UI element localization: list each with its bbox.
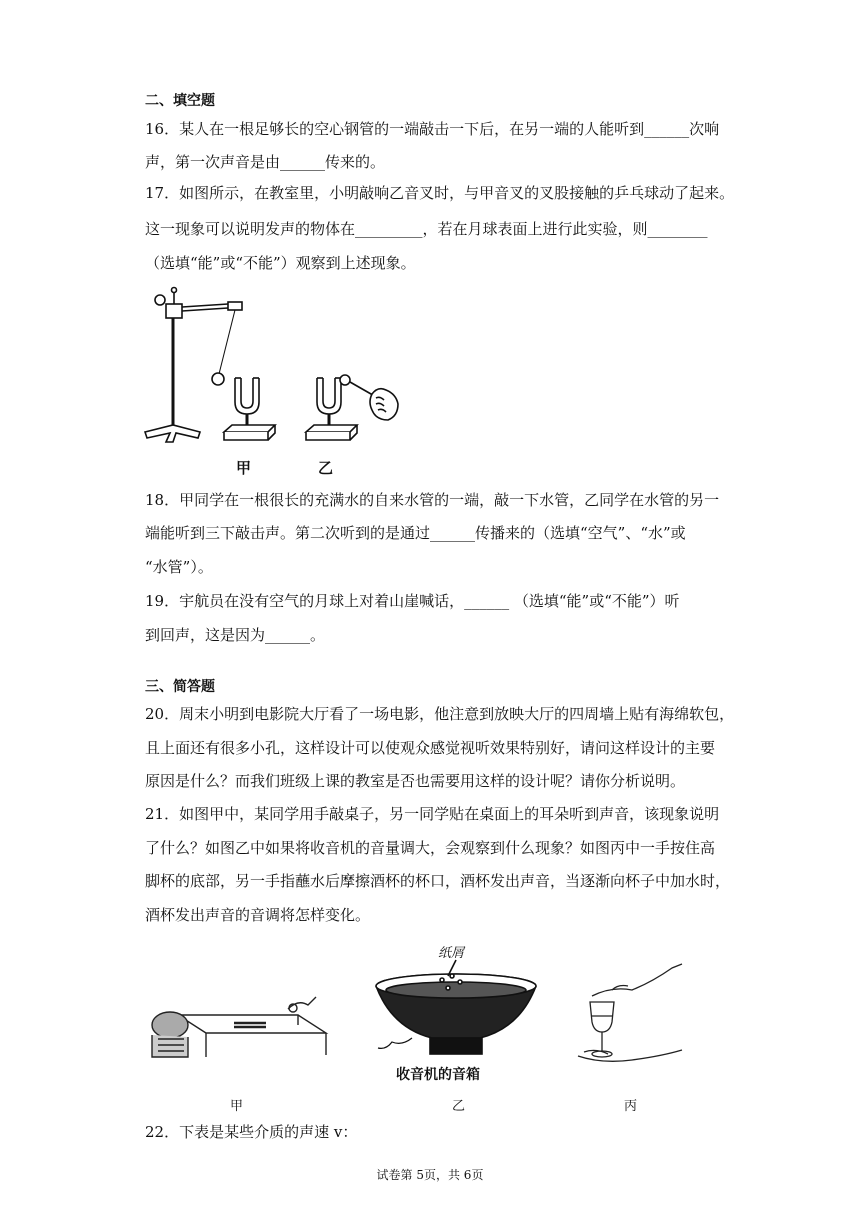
desk-knock-drawing [148,995,338,1065]
figure-caption-yi: 乙 [452,1099,466,1114]
question-21-line-3: 脚杯的底部，另一手指蘸水后摩擦酒杯的杯口，酒杯发出声音，当逐渐向杯子中加水时， [145,872,731,890]
question-19-line-1: 19．宇航员在没有空气的月球上对着山崖喊话，______ （选填“能”或“不能”）听 [145,592,680,610]
speaker-label: 收音机的音箱 [396,1067,480,1083]
question-17-line-1: 17．如图所示，在教室里，小明敲响乙音叉时，与甲音叉的叉股接触的乒乓球动了起来。 [145,184,735,202]
question-21-line-2: 了什么？如图乙中如果将收音机的音量调大，会观察到什么现象？如图丙中一手按住高 [145,839,716,857]
question-20-line-3: 原因是什么？而我们班级上课的教室是否也需要用这样的设计呢？请你分析说明。 [145,772,686,790]
question-22-line-1: 22．下表是某些介质的声速 v： [145,1123,358,1141]
question-21-line-4: 酒杯发出声音的音调将怎样变化。 [145,906,371,924]
question-18-line-1: 18．甲同学在一根很长的充满水的自来水管的一端，敲一下水管，乙同学在水管的另一 [145,491,720,509]
speaker-bowl-figure [372,938,540,1088]
fork-label-jia: 甲 [236,459,252,477]
tuning-fork-diagram [140,282,410,478]
wine-glass-drawing [572,960,688,1070]
question-18-line-3: “水管”）。 [145,558,213,576]
question-17-line-3: （选填“能”或“不能”）观察到上述现象。 [145,254,416,272]
question-16-line-1: 16．某人在一根足够长的空心钢管的一端敲击一下后，在另一端的人能听到______次响 [145,120,720,138]
figure-caption-jia: 甲 [230,1099,244,1114]
question-20-line-1: 20．周末小明到电影院大厅看了一场电影，他注意到放映大厅的四周墙上贴有海绵软包， [145,705,735,723]
desk-knock-figure [148,995,338,1065]
question-20-line-2: 且上面还有很多小孔，这样设计可以使观众感觉视听效果特别好，请问这样设计的主要 [145,739,716,757]
tuning-fork-figure [140,282,410,478]
question-19-line-2: 到回声，这是因为______。 [145,626,326,644]
page-footer: 试卷第 5页，共 6页 [376,1168,484,1182]
wine-glass-figure [572,960,688,1070]
question-21-line-1: 21．如图甲中，某同学用手敲桌子，另一同学贴在桌面上的耳朵听到声音，该现象说明 [145,805,720,823]
question-18-line-2: 端能听到三下敲击声。第二次听到的是通过______传播来的（选填“空气”、“水”或 [145,524,686,542]
question-16-line-2: 声，第一次声音是由______传来的。 [145,153,386,171]
figure-caption-bing: 丙 [624,1099,638,1114]
section-fill-blank-heading: 二、填空题 [145,93,215,109]
fork-label-yi: 乙 [318,459,334,477]
paper-scraps-label: 纸屑 [438,946,465,961]
question-17-line-2: 这一现象可以说明发声的物体在_________，若在月球表面上进行此实验，则________ [145,220,708,238]
section-short-answer-heading: 三、简答题 [145,679,215,695]
